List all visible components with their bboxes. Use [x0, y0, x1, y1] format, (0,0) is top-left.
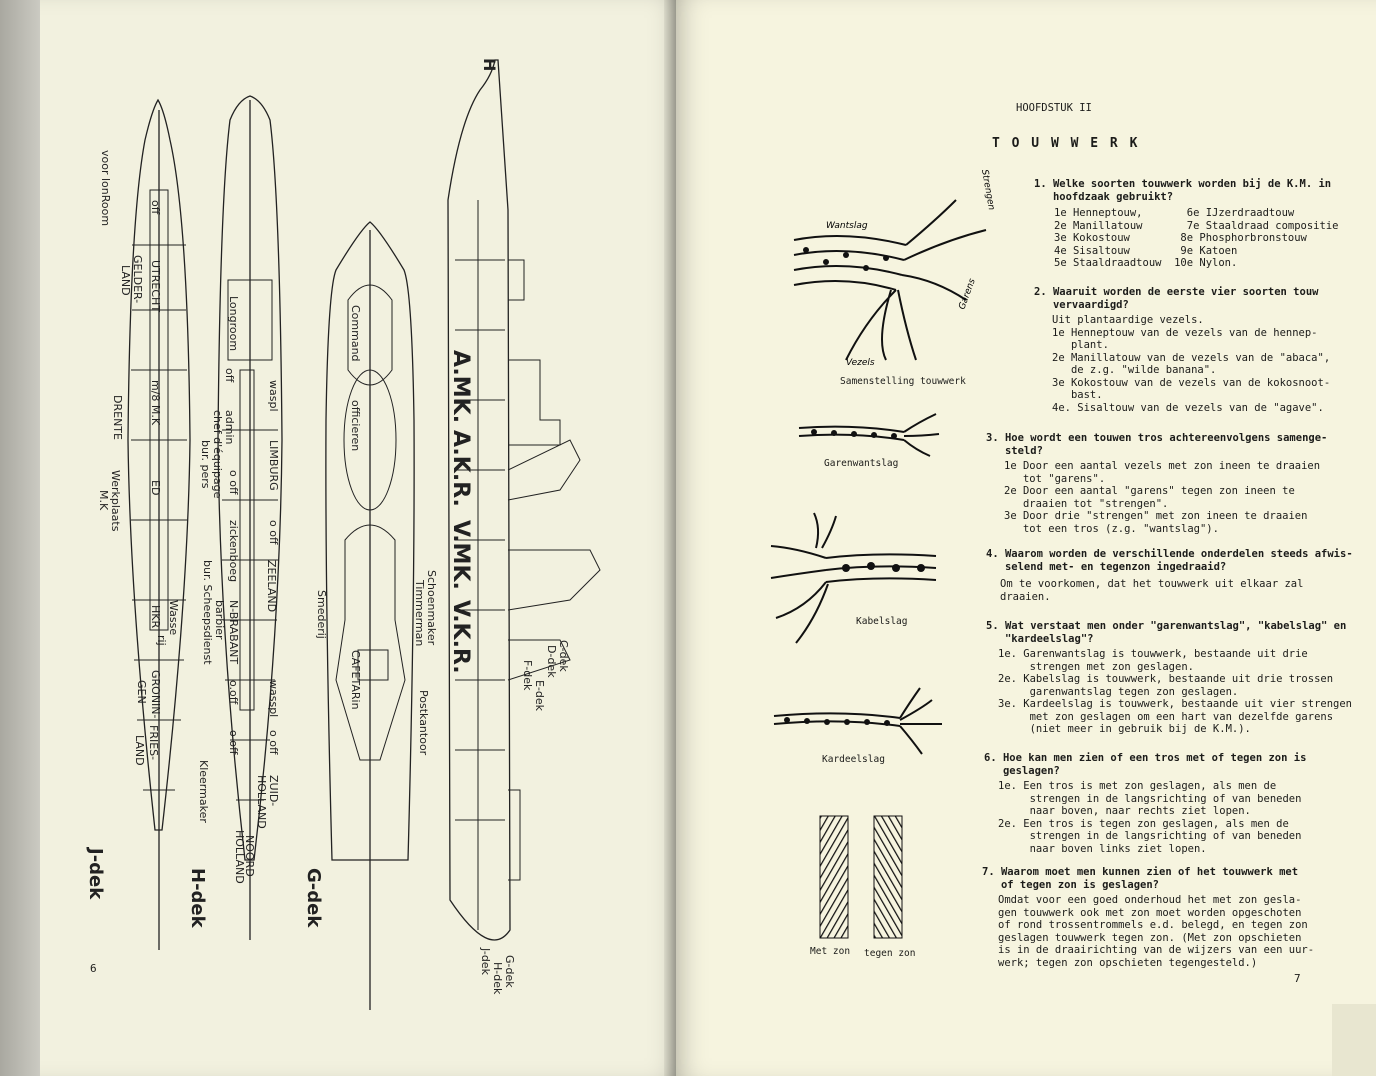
question-4: 4. Waarom worden de verschillende onderdelen steeds afwis- selend met- en tegenzon ingedraaid?: [986, 548, 1353, 573]
answer-2: Uit plantaardige vezels. 1e Henneptouw van de vezels van de hennep- plant. 2e Manillatouw van de vezels van de "abaca", de z.g. "wilde banana". 3e Kokostouw van de vezels van de kokosnoot- bast. 4e. Sisaltouw van de vezels van de "agave".: [1052, 314, 1331, 414]
svg-text:DRENTE: DRENTE: [111, 395, 124, 440]
svg-text:NOORD: NOORD: [243, 835, 256, 877]
svg-text:rij: rij: [155, 635, 168, 646]
svg-text:o off: o off: [267, 520, 280, 545]
kabelslag-figure: [766, 508, 946, 648]
tegen-zon-rope: [874, 816, 902, 938]
svg-text:GRONIN-: GRONIN-: [149, 670, 162, 719]
label-garens: Garens: [957, 277, 978, 312]
label-voor-lonroom: voor lonRoom: [99, 150, 112, 227]
svg-text:LAND: LAND: [133, 735, 146, 766]
svg-text:A.K.R.: A.K.R.: [448, 430, 473, 507]
svg-text:Smederij: Smederij: [315, 590, 328, 639]
svg-text:admin: admin: [223, 410, 236, 445]
lay-direction-figure: [816, 812, 916, 942]
svg-text:o off: o off: [227, 730, 240, 755]
label-h-dek: H-dek: [187, 868, 208, 928]
svg-text:M.K: M.K: [97, 490, 110, 511]
svg-text:HOLLAND: HOLLAND: [255, 775, 268, 829]
svg-text:D-dek: D-dek: [545, 645, 558, 678]
svg-text:ZEELAND: ZEELAND: [265, 560, 278, 613]
svg-text:GEN: GEN: [135, 680, 148, 704]
svg-text:CAFETARin: CAFETARin: [349, 650, 362, 710]
svg-text:Postkantoor: Postkantoor: [417, 690, 430, 756]
question-3: 3. Hoe wordt een touwen tros achtereenvolgens samenge- steld?: [986, 432, 1328, 457]
question-5: 5. Wat verstaat men onder "garenwantslag", "kabelslag" en "kardeelslag"?: [986, 620, 1347, 645]
svg-text:ED: ED: [149, 480, 162, 496]
svg-text:Kleermaker: Kleermaker: [197, 760, 210, 823]
answer-5: 1e. Garenwantslag is touwwerk, bestaande uit drie strengen met zon geslagen. 2e. Kabelslag is touwwerk, bestaande uit drie trossen garenwantslag tegen zon geslagen. 3e. Kardeelslag is touwwerk, bestaande uit vier strengen met zon geslagen om een hart van dezelfde garens (niet meer in gebruik bij de K.M.).: [998, 648, 1353, 735]
svg-text:LAND: LAND: [119, 265, 132, 296]
kardeelslag-figure: [772, 680, 952, 760]
svg-text:H: H: [480, 58, 499, 72]
chapter-heading: HOOFDSTUK II: [1016, 102, 1092, 114]
question-7: 7. Waarom moet men kunnen zien of het touwwerk met of tegen zon is geslagen?: [982, 866, 1299, 891]
svg-text:Werkplaats: Werkplaats: [109, 470, 122, 532]
page-corner-fold: [1332, 1004, 1376, 1076]
caption-tegen-zon: tegen zon: [864, 948, 916, 959]
svg-text:N-BRABANT: N-BRABANT: [227, 600, 240, 665]
caption-composition: Samenstelling touwwerk: [840, 376, 966, 387]
left-page: [40, 0, 680, 1076]
caption-garenwantslag: Garenwantslag: [824, 458, 899, 469]
caption-kardeelslag: Kardeelslag: [822, 754, 885, 765]
svg-text:Timmerman: Timmerman: [413, 580, 426, 647]
svg-text:m/8 M.K: m/8 M.K: [149, 380, 162, 426]
svg-text:V.MK.: V.MK.: [448, 520, 473, 590]
svg-text:barbier: barbier: [213, 600, 226, 640]
svg-text:o off: o off: [267, 730, 280, 755]
svg-text:Schoenmaker: Schoenmaker: [425, 570, 438, 646]
answer-1: 1e Henneptouw, 6e IJzerdraadtouw 2e Manillatouw 7e Staaldraad compositie 3e Kokostouw 8e Phosphorbronstouw 4e Sisaltouw 9e Katoen 5e Staaldraadtouw 10e Nylon.: [1054, 207, 1339, 269]
label-g-dek: G-dek: [303, 868, 324, 928]
question-2: 2. Waaruit worden de eerste vier soorten touw vervaardigd?: [1034, 286, 1319, 311]
label-strengen: Strengen: [979, 168, 997, 212]
svg-text:HKR: HKR: [149, 605, 162, 629]
svg-text:A.MK.: A.MK.: [448, 350, 473, 424]
svg-text:G-dek: G-dek: [503, 955, 516, 988]
label-wantslag: Wantslag: [826, 221, 868, 231]
svg-text:ZUID-: ZUID-: [267, 775, 280, 807]
svg-text:zickenboeg: zickenboeg: [227, 520, 240, 583]
svg-text:GELDER-: GELDER-: [131, 255, 144, 304]
svg-text:HOLLAND: HOLLAND: [233, 830, 246, 884]
svg-text:o.off: o.off: [227, 680, 240, 705]
svg-text:J-dek: J-dek: [479, 948, 492, 975]
answer-4: Om te voorkomen, dat het touwwerk uit elkaar zal draaien.: [1000, 578, 1304, 603]
svg-text:off: off: [223, 368, 236, 383]
deck-plans: [40, 0, 680, 1076]
page-number-left: 6: [90, 962, 97, 975]
svg-text:off: off: [149, 200, 162, 215]
answer-6: 1e. Een tros is met zon geslagen, als men de strengen in de langsrichting of van beneden naar boven, naar rechts ziet lopen. 2e. Een tros is tegen zon geslagen, als men de strengen in de langsrichting of van beneden naar boven links ziet lopen.: [998, 780, 1302, 855]
svg-text:bur. Scheepsdienst: bur. Scheepsdienst: [201, 560, 214, 665]
svg-text:wasspl: wasspl: [267, 680, 280, 718]
svg-text:E-dek: E-dek: [533, 680, 546, 712]
svg-text:Command: Command: [349, 305, 362, 362]
svg-text:o off: o off: [227, 470, 240, 495]
svg-text:FRIES-: FRIES-: [147, 725, 160, 761]
svg-text:H-dek: H-dek: [491, 962, 504, 995]
met-zon-rope: [820, 816, 848, 938]
svg-text:officieren: officieren: [349, 400, 362, 452]
svg-text:Longroom: Longroom: [227, 296, 240, 352]
svg-text:UTRECHT: UTRECHT: [149, 260, 162, 313]
question-1: 1. Welke soorten touwwerk worden bij de K.M. in hoofdzaak gebruikt?: [1034, 178, 1332, 203]
label-vezels: Vezels: [846, 358, 875, 368]
answer-3: 1e Door een aantal vezels met zon ineen te draaien tot "garens". 2e Door een aantal "garens" tegen zon ineen te draaien tot "strengen". 3e Door drie "strengen" met zon ineen te draaien tot een tros (z.g. "wantslag").: [1004, 460, 1321, 535]
svg-text:F-dek: F-dek: [521, 660, 534, 691]
page-number-right: 7: [1294, 972, 1301, 985]
svg-text:C-dek: C-dek: [557, 640, 570, 672]
caption-kabelslag: Kabelslag: [856, 616, 908, 627]
garenwantslag-figure: [794, 408, 944, 458]
rope-composition-figure: [786, 160, 1006, 380]
svg-text:LIMBURG: LIMBURG: [267, 440, 280, 491]
svg-text:Wasse: Wasse: [167, 600, 180, 636]
svg-text:chef d'équipage: chef d'équipage: [211, 410, 224, 499]
question-6: 6. Hoe kan men zien of een tros met of tegen zon is geslagen?: [984, 752, 1307, 777]
svg-text:waspl: waspl: [267, 380, 280, 412]
caption-met-zon: Met zon: [810, 946, 851, 957]
svg-text:bur. pers: bur. pers: [199, 440, 212, 489]
answer-7: Omdat voor een goed onderhoud het met zon gesla- gen touwwerk ook met zon moet worden opgeschoten of rond trossentrommels e.d. belegd, en tegen zon geslagen touwwerk tegen zon. (Met zon opschieten is in de draairichting van de wijzers van een uur- werk; tegen zon opschieten tegengesteld.): [998, 894, 1315, 969]
right-page: [676, 0, 1376, 1076]
label-j-dek: J-dek: [85, 848, 106, 900]
page-title: T O U W W E R K: [992, 136, 1140, 151]
svg-text:V.K.R.: V.K.R.: [448, 600, 473, 674]
